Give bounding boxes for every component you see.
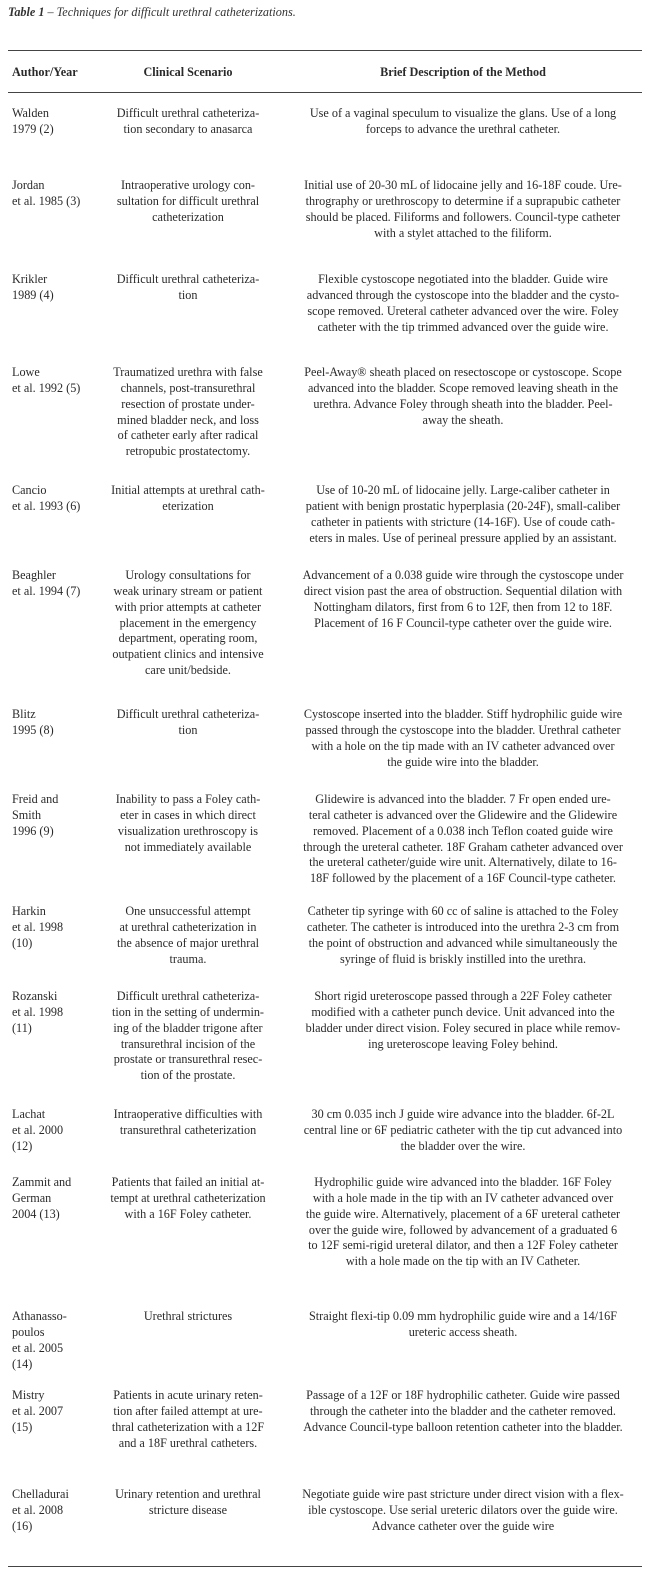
clinical-scenario-cell: Urethral strictures [143,1309,233,1323]
author-year-cell: Rozanski et al. 1998 (11) [12,989,64,1035]
author-year-cell: Cancio et al. 1993 (6) [12,483,81,513]
clinical-scenario-cell: Difficult urethral catheteriza- tion secondary to anasarca [116,106,260,136]
author-year-cell: Lachat et al. 2000 (12) [12,1107,64,1153]
clinical-scenario-cell: Intraoperative difficulties with transurethral catheterization [113,1107,263,1137]
method-description-cell: Hydrophilic guide wire advanced into the bladder. 16F Foley with a hole made in the tip with an IV catheter advanced over the guide wire. Alternatively, placement of a 6F ureteral catheter over the guide wire, followed by advancement of a graduated 6 to 12F semi-rigid ureteral dilator, and then a 12F Foley catheter with a hole made on the tip with an IV Catheter. [305,1175,621,1269]
column-header-method-description: Brief Description of the Method [380,65,546,79]
clinical-scenario-cell: Patients in acute urinary reten- tion after failed attempt at ure- thral catheterization with a 12F and a 18F urethral catheters. [111,1388,265,1450]
author-year-cell: Lowe et al. 1992 (5) [12,365,81,395]
clinical-scenario-cell: Initial attempts at urethral cath- eterization [111,483,265,513]
author-year-cell: Mistry et al. 2007 (15) [12,1388,64,1434]
column-header-author-year: Author/Year [12,65,78,79]
author-year-cell: Freid and Smith 1996 (9) [12,792,59,838]
method-description-cell: Passage of a 12F or 18F hydrophilic catheter. Guide wire passed through the catheter into the bladder and the catheter removed. Advance Council-type balloon retention catheter into the bladder. [303,1388,623,1434]
method-description-cell: Flexible cystoscope negotiated into the bladder. Guide wire advanced through the cystoscope into the bladder and the cysto- scope removed. Ureteral catheter advanced over the wire. Foley catheter with the tip trimmed advanced over the guide wire. [306,272,620,334]
column-header-clinical-scenario: Clinical Scenario [143,65,233,79]
author-year-cell: Athanasso- poulos et al. 2005 (14) [12,1309,67,1371]
clinical-scenario-cell: Difficult urethral catheteriza- tion in the setting of undermin- ing of the bladder trigone after transurethral incision of the prostate or transurethral resec- tion of the prostate. [112,989,264,1083]
method-description-cell: Negotiate guide wire past stricture under direct vision with a flex- ible cystoscope. Use serial ureteric dilators over the guide wire. Advance catheter over the guide wire [302,1487,624,1533]
author-year-cell: Krikler 1989 (4) [12,272,54,302]
table-caption-label: Table 1 [8,5,45,19]
author-year-cell: Zammit and German 2004 (13) [12,1175,72,1221]
method-description-cell: 30 cm 0.035 inch J guide wire advance into the bladder. 6f-2L central line or 6F pediatric catheter with the tip cut advanced into the bladder over the wire. [303,1107,623,1153]
method-description-cell: Short rigid ureteroscope passed through a 22F Foley catheter modified with a catheter punch device. Unit advanced into the bladder under direct vision. Foley secured in place while remov- ing ureteroscope leaving Foley behind. [305,989,621,1051]
clinical-scenario-cell: Intraoperative urology con- sultation for difficult urethral catheterization [116,178,260,224]
clinical-scenario-cell: Inability to pass a Foley cath- eter in cases in which direct visualization urethroscopy is not immediately available [115,792,261,854]
author-year-cell: Harkin et al. 1998 (10) [12,904,64,950]
author-year-cell: Blitz 1995 (8) [12,707,54,737]
table-header-rule [8,92,642,93]
method-description-cell: Straight flexi-tip 0.09 mm hydrophilic guide wire and a 14/16F ureteric access sheath. [308,1309,618,1339]
author-year-cell: Beaghler et al. 1994 (7) [12,568,81,598]
method-description-cell: Catheter tip syringe with 60 cc of saline is attached to the Foley catheter. The catheter is introduced into the urethra 2-3 cm from the point of obstruction and advanced while simultaneously the syringe of fluid is briskly instilled into the urethra. [306,904,620,966]
clinical-scenario-cell: Traumatized urethra with false channels, post-transurethral resection of prostate under- mined bladder neck, and loss of catheter early after radical retropubic prostatectomy. [113,365,263,459]
clinical-scenario-cell: One unsuccessful attempt at urethral catheterization in the absence of major urethral trauma. [116,904,260,966]
method-description-cell: Initial use of 20-30 mL of lidocaine jelly and 16-18F coude. Ure- thrography or urethroscopy to determine if a suprapubic catheter should be placed. Filiforms and followers. Council-type catheter with a stylet attached to the filiform. [304,178,622,240]
table-bottom-rule [8,1566,642,1567]
clinical-scenario-cell: Difficult urethral catheteriza- tion [116,707,260,737]
method-description-cell: Peel-Away® sheath placed on resectoscope or cystoscope. Scope advanced into the bladder. Scope removed leaving sheath in the urethra. Advance Foley through sheath into the bladder. Peel- away the sheath. [304,365,622,427]
clinical-scenario-cell: Difficult urethral catheteriza- tion [116,272,260,302]
author-year-cell: Chelladurai et al. 2008 (16) [12,1487,69,1533]
clinical-scenario-cell: Patients that failed an initial at- tempt at urethral catheterization with a 16F Foley catheter. [110,1175,266,1221]
clinical-scenario-cell: Urinary retention and urethral stricture disease [115,1487,261,1517]
method-description-cell: Use of 10-20 mL of lidocaine jelly. Large-caliber catheter in patient with benign prostatic hyperplasia (20-24F), small-caliber catheter in patients with stricture (14-16F). Use of coude cath- eters in males. Use of perineal pressure applied by an assistant. [305,483,621,545]
clinical-scenario-cell: Urology consultations for weak urinary stream or patient with prior attempts at catheter placement in the emergency department, operating room, outpatient clinics and intensive care unit/bedside. [112,568,264,678]
method-description-cell: Glidewire is advanced into the bladder. 7 Fr open ended ure- teral catheter is advanced over the Glidewire and the Glidewire removed. Placement of a 0.038 inch Teflon coated guide wire through the ureteral catheter. 18F Graham catheter advanced over the ureteral catheter/guide wire unit. Alternatively, dilate to 16- 18F followed by the placement of a 16F Council-type catheter. [303,792,623,886]
method-description-cell: Use of a vaginal speculum to visualize the glans. Use of a long forceps to advance the urethral catheter. [309,106,617,136]
table-top-rule [8,50,642,51]
author-year-cell: Jordan et al. 1985 (3) [12,178,81,208]
table-caption-text: – Techniques for difficult urethral catheterizations. [44,5,296,19]
method-description-cell: Advancement of a 0.038 guide wire through the cystoscope under direct vision past the area of obstruction. Sequential dilation with Nottingham dilators, first from 6 to 12F, then from 12 to 18F. Placement of 16 F Council-type catheter over the guide wire. [302,568,624,630]
table-caption [8,4,642,20]
method-description-cell: Cystoscope inserted into the bladder. Stiff hydrophilic guide wire passed through the cystoscope into the bladder. Urethral catheter with a hole on the tip made with an IV catheter advanced over the guide wire into the bladder. [303,707,623,769]
author-year-cell: Walden 1979 (2) [12,106,54,136]
